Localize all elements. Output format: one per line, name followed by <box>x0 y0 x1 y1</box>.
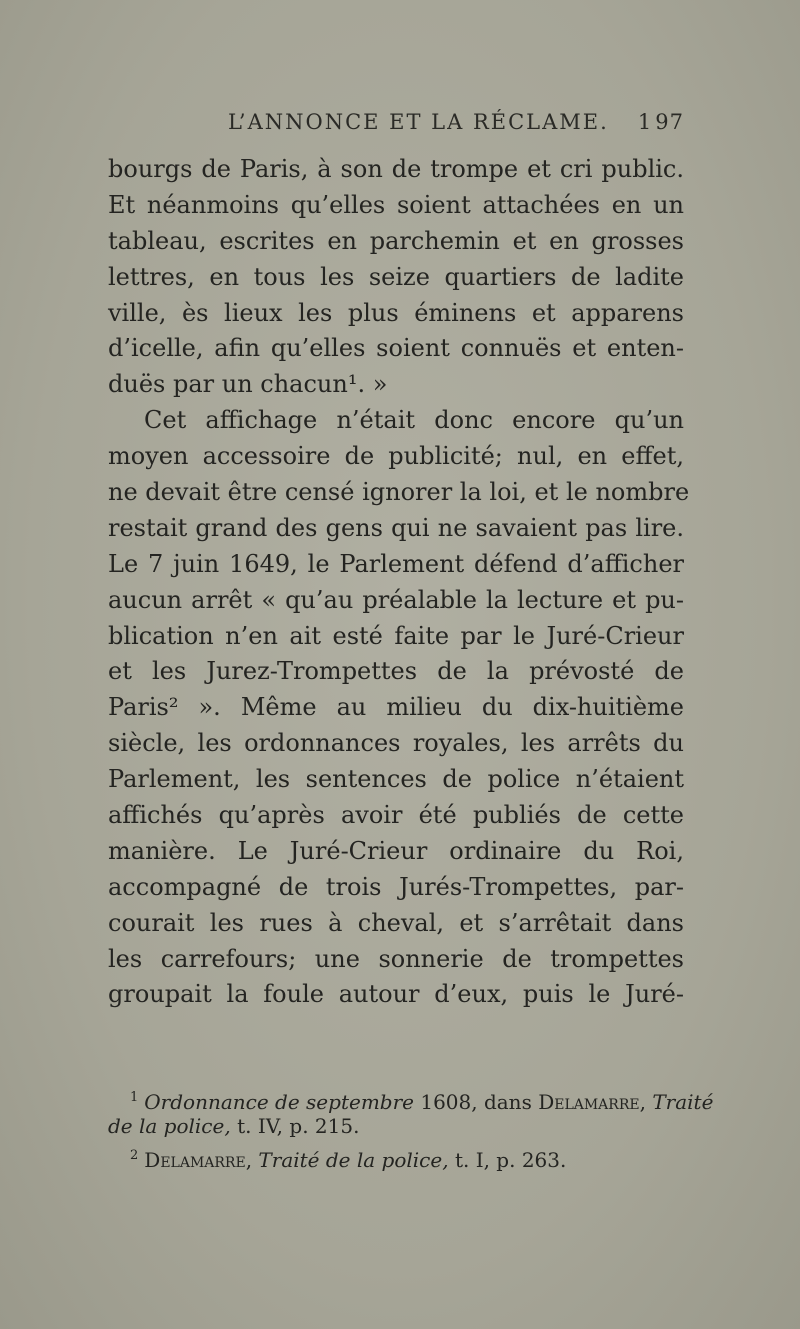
text-line: manière. Le Juré-Crieur ordinaire du Roi, <box>108 836 684 865</box>
footnote-1 <box>108 1083 714 1114</box>
text-line: groupait la foule autour d’eux, puis le Juré- <box>108 980 684 1009</box>
running-title: L’ANNONCE ET LA RÉCLAME. <box>228 110 609 134</box>
text-line: Le 7 juin 1649, le Parlement défend d’afficher <box>108 549 684 578</box>
footnotes <box>108 1083 714 1172</box>
text-line: d’icelle, afin qu’elles soient connuës et enten- <box>108 334 684 363</box>
text-line: siècle, les ordonnances royales, les arrêts du <box>108 729 684 758</box>
text-line: restait grand des gens qui ne savaient pas lire. <box>108 513 684 542</box>
text-line: ne devait être censé ignorer la loi, et le nombre <box>108 478 690 507</box>
footnote-ref: t. IV, p. 215. <box>237 1114 360 1138</box>
footnote-marker: 2 <box>130 1148 139 1163</box>
text-line: Et néanmoins qu’elles soient attachées en un <box>108 190 684 219</box>
footnote-year: 1608, dans <box>420 1090 532 1114</box>
text-line: moyen accessoire de publicité; nul, en effet, <box>108 442 684 471</box>
body-text <box>108 152 690 1013</box>
text-line: Parlement, les sentences de police n’étaient <box>108 765 684 794</box>
footnote-author: Delamarre, <box>144 1148 253 1172</box>
footnote-1-continued <box>108 1112 684 1141</box>
footnote-title: Ordonnance de septembre <box>144 1090 414 1114</box>
text-line: bourgs de Paris, à son de trompe et cri public. <box>108 155 684 183</box>
text-line: lettres, en tous les seize quartiers de ladite <box>108 262 684 291</box>
text-line: accompagné de trois Jurés-Trompettes, par- <box>108 872 684 901</box>
text-line: les carrefours; une sonnerie de trompettes <box>108 944 684 973</box>
text-line: ville, ès lieux les plus éminens et apparens <box>108 298 684 327</box>
text-line: blication n’en ait esté faite par le Juré-Crieur <box>108 621 684 650</box>
text-line: et les Jurez-Trompettes de la prévosté de <box>108 657 684 686</box>
page-header <box>228 110 684 142</box>
text-line: tableau, escrites en parchemin et en grosses <box>108 226 684 255</box>
footnote-work: Traité de la police, <box>258 1148 449 1172</box>
footnote-work: de la police, <box>108 1114 231 1138</box>
footnote-ref: t. I, p. 263. <box>454 1148 567 1172</box>
footnote-marker: 1 <box>130 1090 139 1105</box>
text-line: aucun arrêt « qu’au préalable la lecture et pu- <box>108 585 684 614</box>
page-number: 1 97 <box>637 110 684 134</box>
footnote-work: Traité <box>652 1090 714 1114</box>
text-line: courait les rues à cheval, et s’arrêtait dans <box>108 908 684 937</box>
text-line: affichés qu’après avoir été publiés de cette <box>108 801 684 830</box>
text-line: Cet affichage n’était donc encore qu’un <box>144 406 684 435</box>
text-line: duës par un chacun¹. » <box>108 370 388 399</box>
footnote-author: Delamarre, <box>538 1090 646 1114</box>
text-line: Paris² ». Même au milieu du dix-huitième <box>108 693 684 722</box>
footnote-2 <box>108 1141 684 1170</box>
